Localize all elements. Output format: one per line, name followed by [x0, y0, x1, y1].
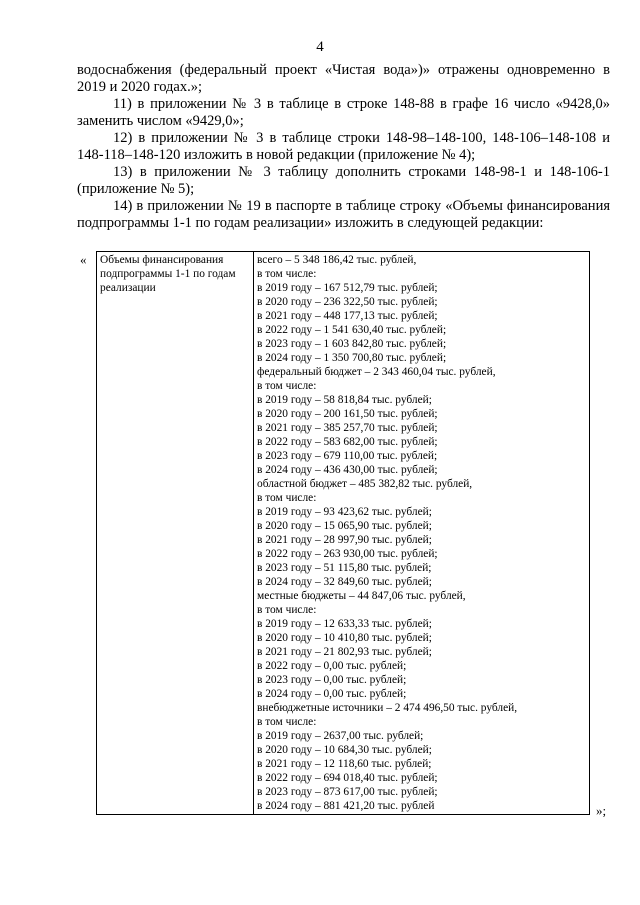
financing-line: в том числе: [257, 716, 317, 728]
table-row [97, 252, 590, 815]
financing-line: в 2023 году – 1 603 842,80 тыс. рублей; [257, 338, 447, 350]
financing-line: в том числе: [257, 268, 317, 280]
financing-line: в 2019 году – 167 512,79 тыс. рублей; [257, 282, 438, 294]
financing-line: в 2019 году – 2637,00 тыс. рублей; [257, 730, 424, 742]
financing-line: в 2022 году – 694 018,40 тыс. рублей; [257, 772, 438, 784]
financing-line: в 2021 году – 385 257,70 тыс. рублей; [257, 422, 438, 434]
financing-line: в 2020 году – 10 684,30 тыс. рублей; [257, 744, 432, 756]
financing-line: в 2020 году – 236 322,50 тыс. рублей; [257, 296, 438, 308]
financing-line: в 2021 году – 21 802,93 тыс. рублей; [257, 646, 432, 658]
paragraph-continuation: водоснабжения (федеральный проект «Чистая вода»)» отражены одновременно в 2019 и 2020 годах.»; [77, 62, 610, 95]
financing-line: в 2023 году – 679 110,00 тыс. рублей; [257, 450, 438, 462]
page-number: 4 [316, 39, 324, 55]
financing-line: в том числе: [257, 380, 317, 392]
financing-line: в 2022 году – 1 541 630,40 тыс. рублей; [257, 324, 447, 336]
financing-line: в 2021 году – 28 997,90 тыс. рублей; [257, 534, 432, 546]
financing-line: в 2022 году – 0,00 тыс. рублей; [257, 660, 407, 672]
paragraph-item-14: 14) в приложении № 19 в паспорте в таблице строку «Объемы финансирования подпрограммы 1-1 по годам реализации» изложить в следующей редакции: [77, 198, 610, 231]
financing-line: областной бюджет – 485 382,82 тыс. рублей, [257, 478, 473, 490]
table-row-label: Объемы финансирования подпрограммы 1-1 по годам реализации [97, 252, 254, 815]
financing-line: местные бюджеты – 44 847,06 тыс. рублей, [257, 590, 466, 602]
financing-line: в 2022 году – 263 930,00 тыс. рублей; [257, 548, 438, 560]
paragraph-item-11: 11) в приложении № 3 в таблице в строке 148-88 в графе 16 число «9428,0» заменить числом «9429,0»; [77, 96, 610, 129]
financing-line: в 2021 году – 448 177,13 тыс. рублей; [257, 310, 438, 322]
financing-line: в 2020 году – 10 410,80 тыс. рублей; [257, 632, 432, 644]
table-open-quote: « [80, 252, 87, 267]
financing-line: в 2024 году – 1 350 700,80 тыс. рублей; [257, 352, 447, 364]
financing-line: в 2019 году – 93 423,62 тыс. рублей; [257, 506, 432, 518]
paragraph-item-12: 12) в приложении № 3 в таблице строки 148-98–148-100, 148-106–148-108 и 148-118–148-120 изложить в новой редакции (приложение № 4); [77, 130, 610, 163]
financing-line: в том числе: [257, 604, 317, 616]
paragraph-item-13: 13) в приложении № 3 таблицу дополнить строками 148-98-1 и 148-106-1 (приложение № 5); [77, 164, 610, 197]
financing-line: внебюджетные источники – 2 474 496,50 тыс. рублей, [257, 702, 518, 714]
financing-line: всего – 5 348 186,42 тыс. рублей, [257, 254, 417, 266]
financing-line: в 2024 году – 0,00 тыс. рублей; [257, 688, 407, 700]
financing-line: в 2023 году – 873 617,00 тыс. рублей; [257, 786, 438, 798]
financing-line: в 2022 году – 583 682,00 тыс. рублей; [257, 436, 438, 448]
table-close-quote: »; [596, 803, 607, 818]
financing-line: в 2023 году – 0,00 тыс. рублей; [257, 674, 407, 686]
financing-line: в 2024 году – 881 421,20 тыс. рублей [257, 800, 435, 812]
financing-line: в том числе: [257, 492, 317, 504]
financing-line: федеральный бюджет – 2 343 460,04 тыс. рублей, [257, 366, 496, 378]
passport-table [96, 251, 590, 815]
financing-line: в 2019 году – 58 818,84 тыс. рублей; [257, 394, 432, 406]
financing-line: в 2023 году – 51 115,80 тыс. рублей; [257, 562, 432, 574]
financing-line: в 2020 году – 15 065,90 тыс. рублей; [257, 520, 432, 532]
financing-line: в 2021 году – 12 118,60 тыс. рублей; [257, 758, 432, 770]
financing-details-cell [254, 252, 590, 815]
document-body [77, 62, 610, 232]
financing-line: в 2020 году – 200 161,50 тыс. рублей; [257, 408, 438, 420]
financing-line: в 2019 году – 12 633,33 тыс. рублей; [257, 618, 432, 630]
financing-line: в 2024 году – 32 849,60 тыс. рублей; [257, 576, 432, 588]
financing-line: в 2024 году – 436 430,00 тыс. рублей; [257, 464, 438, 476]
